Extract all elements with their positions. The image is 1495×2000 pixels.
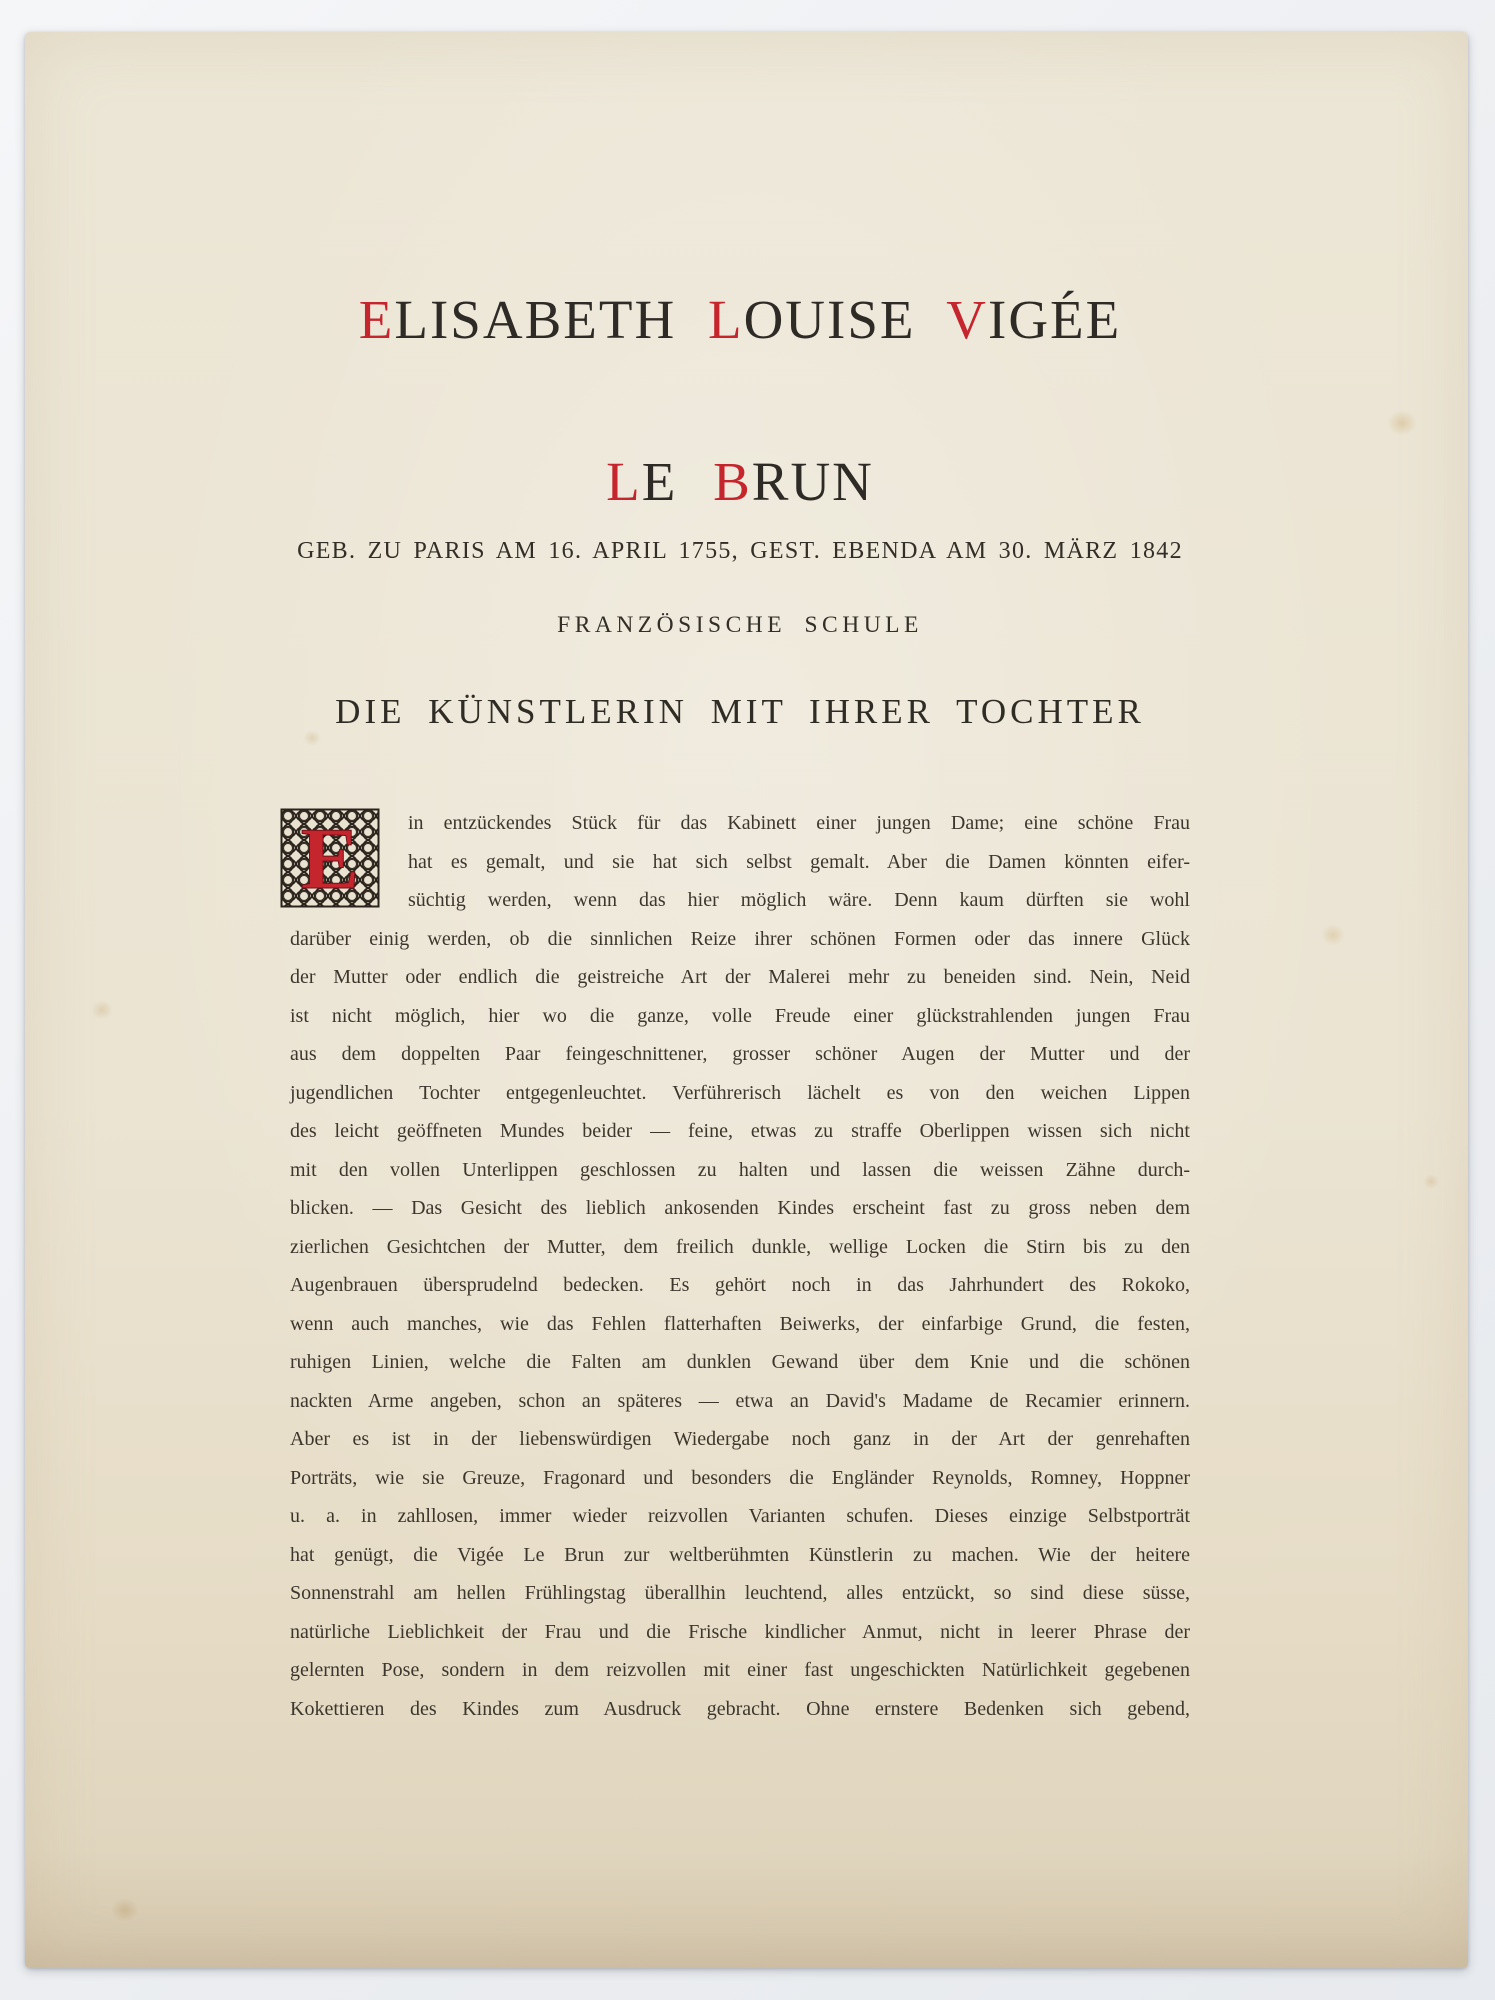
body-line: u. a. in zahllosen, immer wieder reizvollen Varianten schufen. Dieses einzige Selbstporträt bbox=[290, 1505, 1190, 1527]
scanned-page bbox=[25, 32, 1468, 1968]
body-line: des leicht geöffneten Mundes beider — feine, etwas zu straffe Oberlippen wissen sich nicht bbox=[290, 1120, 1190, 1142]
foxing-stain bbox=[1387, 410, 1417, 436]
initial-letter: V bbox=[946, 289, 988, 350]
knotwork-initial-frame-icon bbox=[280, 808, 380, 908]
body-line: Porträts, wie sie Greuze, Fragonard und besonders die Engländer Reynolds, Romney, Hoppner bbox=[290, 1466, 1190, 1489]
foxing-stain bbox=[1321, 924, 1345, 946]
initial-letter: L bbox=[606, 451, 642, 512]
text-column bbox=[290, 32, 1190, 1968]
initial-letter: L bbox=[707, 289, 744, 350]
body-line: darüber einig werden, ob die sinnlichen Reize ihrer schönen Formen oder das innere Glück bbox=[290, 927, 1190, 950]
body-line: hat es gemalt, und sie hat sich selbst gemalt. Aber die Damen könnten eifer- bbox=[408, 850, 1190, 873]
body-line: blicken. — Das Gesicht des lieblich ankosenden Kindes erscheint fast zu gross neben dem bbox=[290, 1197, 1190, 1219]
foxing-stain bbox=[111, 1898, 139, 1922]
body-line: ruhigen Linien, welche die Falten am dunklen Gewand über dem Knie und die schönen bbox=[290, 1351, 1190, 1373]
body-line: mit den vollen Unterlippen geschlossen zu halten und lassen die weissen Zähne durch- bbox=[290, 1158, 1190, 1181]
foxing-stain bbox=[91, 1000, 113, 1020]
title-text: IGÉE bbox=[988, 289, 1122, 350]
body-line: nackten Arme angeben, schon an späteres — etwa an David's Madame de Recamier erinnern. bbox=[290, 1389, 1190, 1412]
drop-cap-letter: E bbox=[300, 811, 360, 908]
ornamental-drop-cap bbox=[280, 808, 380, 908]
body-line: ist nicht möglich, hier wo die ganze, volle Freude einer glückstrahlenden jungen Frau bbox=[290, 1004, 1190, 1027]
title-text: OUISE bbox=[743, 289, 947, 350]
artist-name-line-2 bbox=[230, 452, 1250, 512]
foxing-stain bbox=[1423, 1174, 1439, 1189]
body-line: süchtig werden, wenn das hier möglich wäre. Denn kaum dürften sie wohl bbox=[408, 889, 1190, 911]
title-text: RUN bbox=[751, 451, 874, 512]
school-line: FRANZÖSISCHE SCHULE bbox=[557, 612, 923, 638]
title-text: LISABETH bbox=[394, 289, 708, 350]
body-line: Sonnenstrahl am hellen Frühlingstag überallhin leuchtend, alles entzückt, so sind diese süsse, bbox=[290, 1582, 1190, 1604]
body-line: jugendlichen Tochter entgegenleuchtet. Verführerisch lächelt es von den weichen Lippen bbox=[290, 1081, 1190, 1104]
body-line: in entzückendes Stück für das Kabinett einer jungen Dame; eine schöne Frau bbox=[408, 812, 1190, 834]
work-title: DIE KÜNSTLERIN MIT IHRER TOCHTER bbox=[335, 692, 1145, 731]
body-line: Kokettieren des Kindes zum Ausdruck gebracht. Ohne ernstere Bedenken sich gebend, bbox=[290, 1697, 1190, 1720]
initial-letter: B bbox=[713, 451, 752, 512]
birth-death-line: GEB. ZU PARIS AM 16. APRIL 1755, GEST. EBENDA AM 30. MÄRZ 1842 bbox=[297, 538, 1183, 564]
body-paragraph bbox=[290, 804, 1190, 1728]
body-line: natürliche Lieblichkeit der Frau und die Frische kindlicher Anmut, nicht in leerer Phrase der bbox=[290, 1620, 1190, 1643]
body-line: aus dem doppelten Paar feingeschnittener, grosser schöner Augen der Mutter und der bbox=[290, 1043, 1190, 1065]
body-line: wenn auch manches, wie das Fehlen flatterhaften Beiwerks, der einfarbige Grund, die festen, bbox=[290, 1312, 1190, 1335]
initial-letter: E bbox=[358, 289, 395, 350]
body-line: der Mutter oder endlich die geistreiche Art der Malerei mehr zu beneiden sind. Nein, Neid bbox=[290, 966, 1190, 988]
artist-name-line-1 bbox=[230, 290, 1250, 350]
body-line: zierlichen Gesichtchen der Mutter, dem freilich dunkle, wellige Locken die Stirn bis zu den bbox=[290, 1235, 1190, 1258]
body-line: hat genügt, die Vigée Le Brun zur weltberühmten Künstlerin zu machen. Wie der heitere bbox=[290, 1543, 1190, 1566]
body-line: Aber es ist in der liebenswürdigen Wiedergabe noch ganz in der Art der genrehaften bbox=[290, 1428, 1190, 1450]
title-text: E bbox=[641, 451, 714, 512]
body-line: gelernten Pose, sondern in dem reizvollen mit einer fast ungeschickten Natürlichkeit gegebenen bbox=[290, 1659, 1190, 1681]
body-line: Augenbrauen übersprudelnd bedecken. Es gehört noch in das Jahrhundert des Rokoko, bbox=[290, 1274, 1190, 1296]
